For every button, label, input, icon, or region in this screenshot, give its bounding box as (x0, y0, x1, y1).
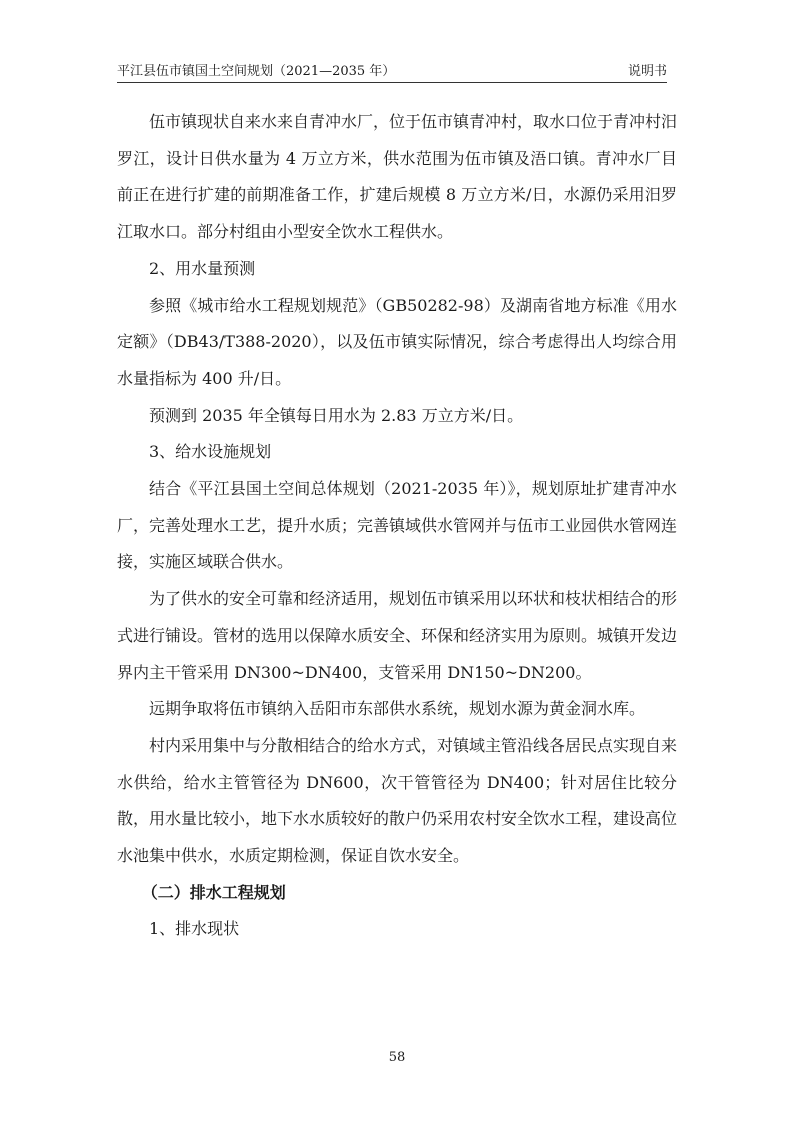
paragraph-long-term-source: 远期争取将伍市镇纳入岳阳市东部供水系统，规划水源为黄金洞水库。 (149, 699, 646, 719)
paragraph-pipe-network: 为了供水的安全可靠和经济适用，规划伍市镇采用以环状和枝状相结合的形式进行铺设。管材的选用以保障水质安全、环保和经济实用为原则。城镇开发边界内主干管采用 DN300~DN400，支管采用 DN150~DN200。 (117, 589, 678, 682)
paragraph-water-standard: 参照《城市给水工程规划规范》（GB50282-98）及湖南省地方标准《用水定额》（DB43/T388-2020），以及伍市镇实际情况，综合考虑得出人均综合用水量指标为 400 升/日。 (117, 295, 677, 388)
paragraph-water-forecast-2035: 预测到 2035 年全镇每日用水为 2.83 万立方米/日。 (149, 405, 524, 425)
document-body (117, 104, 677, 948)
page-header (117, 62, 667, 83)
subheading-water-facility-plan: 3、给水设施规划 (149, 442, 272, 462)
paragraph-water-supply-status: 伍市镇现状自来水来自青冲水厂，位于伍市镇青冲村，取水口位于青冲村汨罗江，设计日供水量为 4 万立方米，供水范围为伍市镇及浯口镇。青冲水厂目前正在进行扩建的前期准备工作，扩建后规模 8 万立方米/日，水源仍采用汨罗江取水口。部分村组由小型安全饮水工程供水。 (117, 112, 678, 242)
subheading-drainage-status: 1、排水现状 (149, 919, 240, 939)
page-number: 58 (388, 1050, 406, 1065)
paragraph-village-supply: 村内采用集中与分散相结合的给水方式，对镇域主管沿线各居民点实现自来水供给，给水主管管径为 DN600，次干管管径为 DN400；针对居住比较分散，用水量比较小，地下水水质较好的散户仍采用农村安全饮水工程，建设高位水池集中供水，水质定期检测，保证自饮水安全。 (117, 735, 678, 866)
paragraph-water-plant-expansion: 结合《平江县国土空间总体规划（2021-2035 年）》，规划原址扩建青冲水厂，完善处理水工艺，提升水质；完善镇域供水管网并与伍市工业园供水管网连接，实施区域联合供水。 (117, 479, 678, 572)
header-section-label: 说明书 (627, 64, 667, 79)
header-doc-title: 平江县伍市镇国土空间规划（2021—2035 年） (117, 64, 396, 79)
subheading-water-demand-forecast: 2、用水量预测 (149, 258, 256, 278)
section-heading-drainage: （二）排水工程规划 (141, 882, 286, 902)
